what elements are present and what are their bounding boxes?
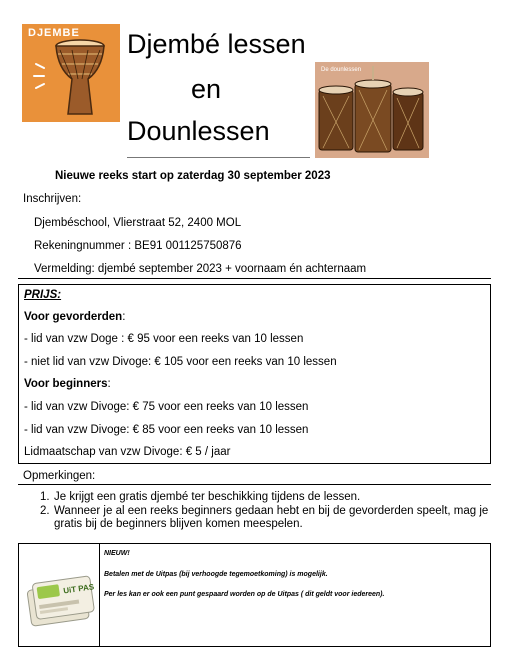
news-box-divider: [99, 544, 100, 646]
payment-reference: Vermelding: djembé september 2023 + voornaam én achternaam: [34, 263, 367, 275]
advanced-heading-row: [24, 311, 125, 323]
beginners-heading-colon: :: [107, 378, 111, 390]
title-line-1: Djembé lessen: [127, 29, 306, 59]
djembe-logo: [22, 24, 120, 122]
djembe-drum-icon: [22, 24, 120, 122]
news-box: [18, 543, 491, 647]
beginners-heading: Voor beginners: [24, 378, 108, 390]
remark-item: [40, 505, 496, 532]
news-line-1: Betalen met de Uitpas (bij verhoogde tegemoetkoming) is mogelijk.: [104, 571, 328, 578]
advanced-price-1: - lid van vzw Doge : € 95 voor een reeks van 10 lessen: [24, 333, 304, 345]
account-number: Rekeningnummer : BE91 001125750876: [34, 240, 242, 252]
doun-drums-icon: [315, 62, 429, 158]
remarks-label: Opmerkingen:: [23, 470, 96, 482]
school-address: Djembéschool, Vlierstraat 52, 2400 MOL: [34, 217, 242, 229]
title-line-2: en: [191, 74, 222, 104]
advanced-heading: Voor gevorderden: [24, 311, 123, 323]
photo-caption: De dounlessen: [321, 67, 362, 73]
doun-drums-photo: [315, 62, 429, 158]
beginners-price-1: - lid van vzw Divoge: € 75 voor een reeks van 10 lessen: [24, 401, 309, 413]
uitpas-card-text: UiT PAS: [62, 582, 95, 596]
logo-brand-text: DJEMBE: [28, 27, 80, 39]
uitpas-cards-image: [25, 572, 97, 634]
uitpas-card-icon: [25, 572, 97, 634]
start-announcement: Nieuwe reeks start op zaterdag 30 september 2023: [55, 170, 331, 182]
news-line-2: Per les kan er ook een punt gespaard worden op de Uitpas ( dit geldt voor iedereen).: [104, 591, 385, 598]
divider: [18, 278, 491, 279]
remark-number: 1.: [40, 491, 50, 503]
inschrijven-label: Inschrijven:: [23, 193, 82, 205]
beginners-price-2: - lid van vzw Divoge: € 85 voor een reeks van 10 lessen: [24, 424, 309, 436]
advanced-heading-colon: :: [122, 311, 126, 323]
news-title: NIEUW!: [104, 550, 130, 557]
prices-box: [18, 284, 491, 464]
prices-heading: PRIJS:: [24, 289, 62, 301]
membership-fee: Lidmaatschap van vzw Divoge: € 5 / jaar: [24, 446, 231, 458]
title-underline: [127, 157, 310, 158]
remark-item: [40, 491, 496, 505]
remarks-list: [26, 491, 496, 532]
beginners-heading-row: [24, 378, 111, 390]
remark-text: Je krijgt een gratis djembé ter beschikking tijdens de lessen.: [54, 491, 361, 503]
advanced-price-2: - niet lid van vzw Divoge: € 105 voor een reeks van 10 lessen: [24, 356, 337, 368]
remark-number: 2.: [40, 504, 50, 517]
remark-text: Wanneer je al een reeks beginners gedaan hebt en bij de gevorderden speelt, mag je gratis bij de beginners blijven komen meespelen.: [54, 504, 489, 530]
remarks-divider: [18, 484, 491, 485]
title-line-3: Dounlessen: [127, 116, 270, 146]
